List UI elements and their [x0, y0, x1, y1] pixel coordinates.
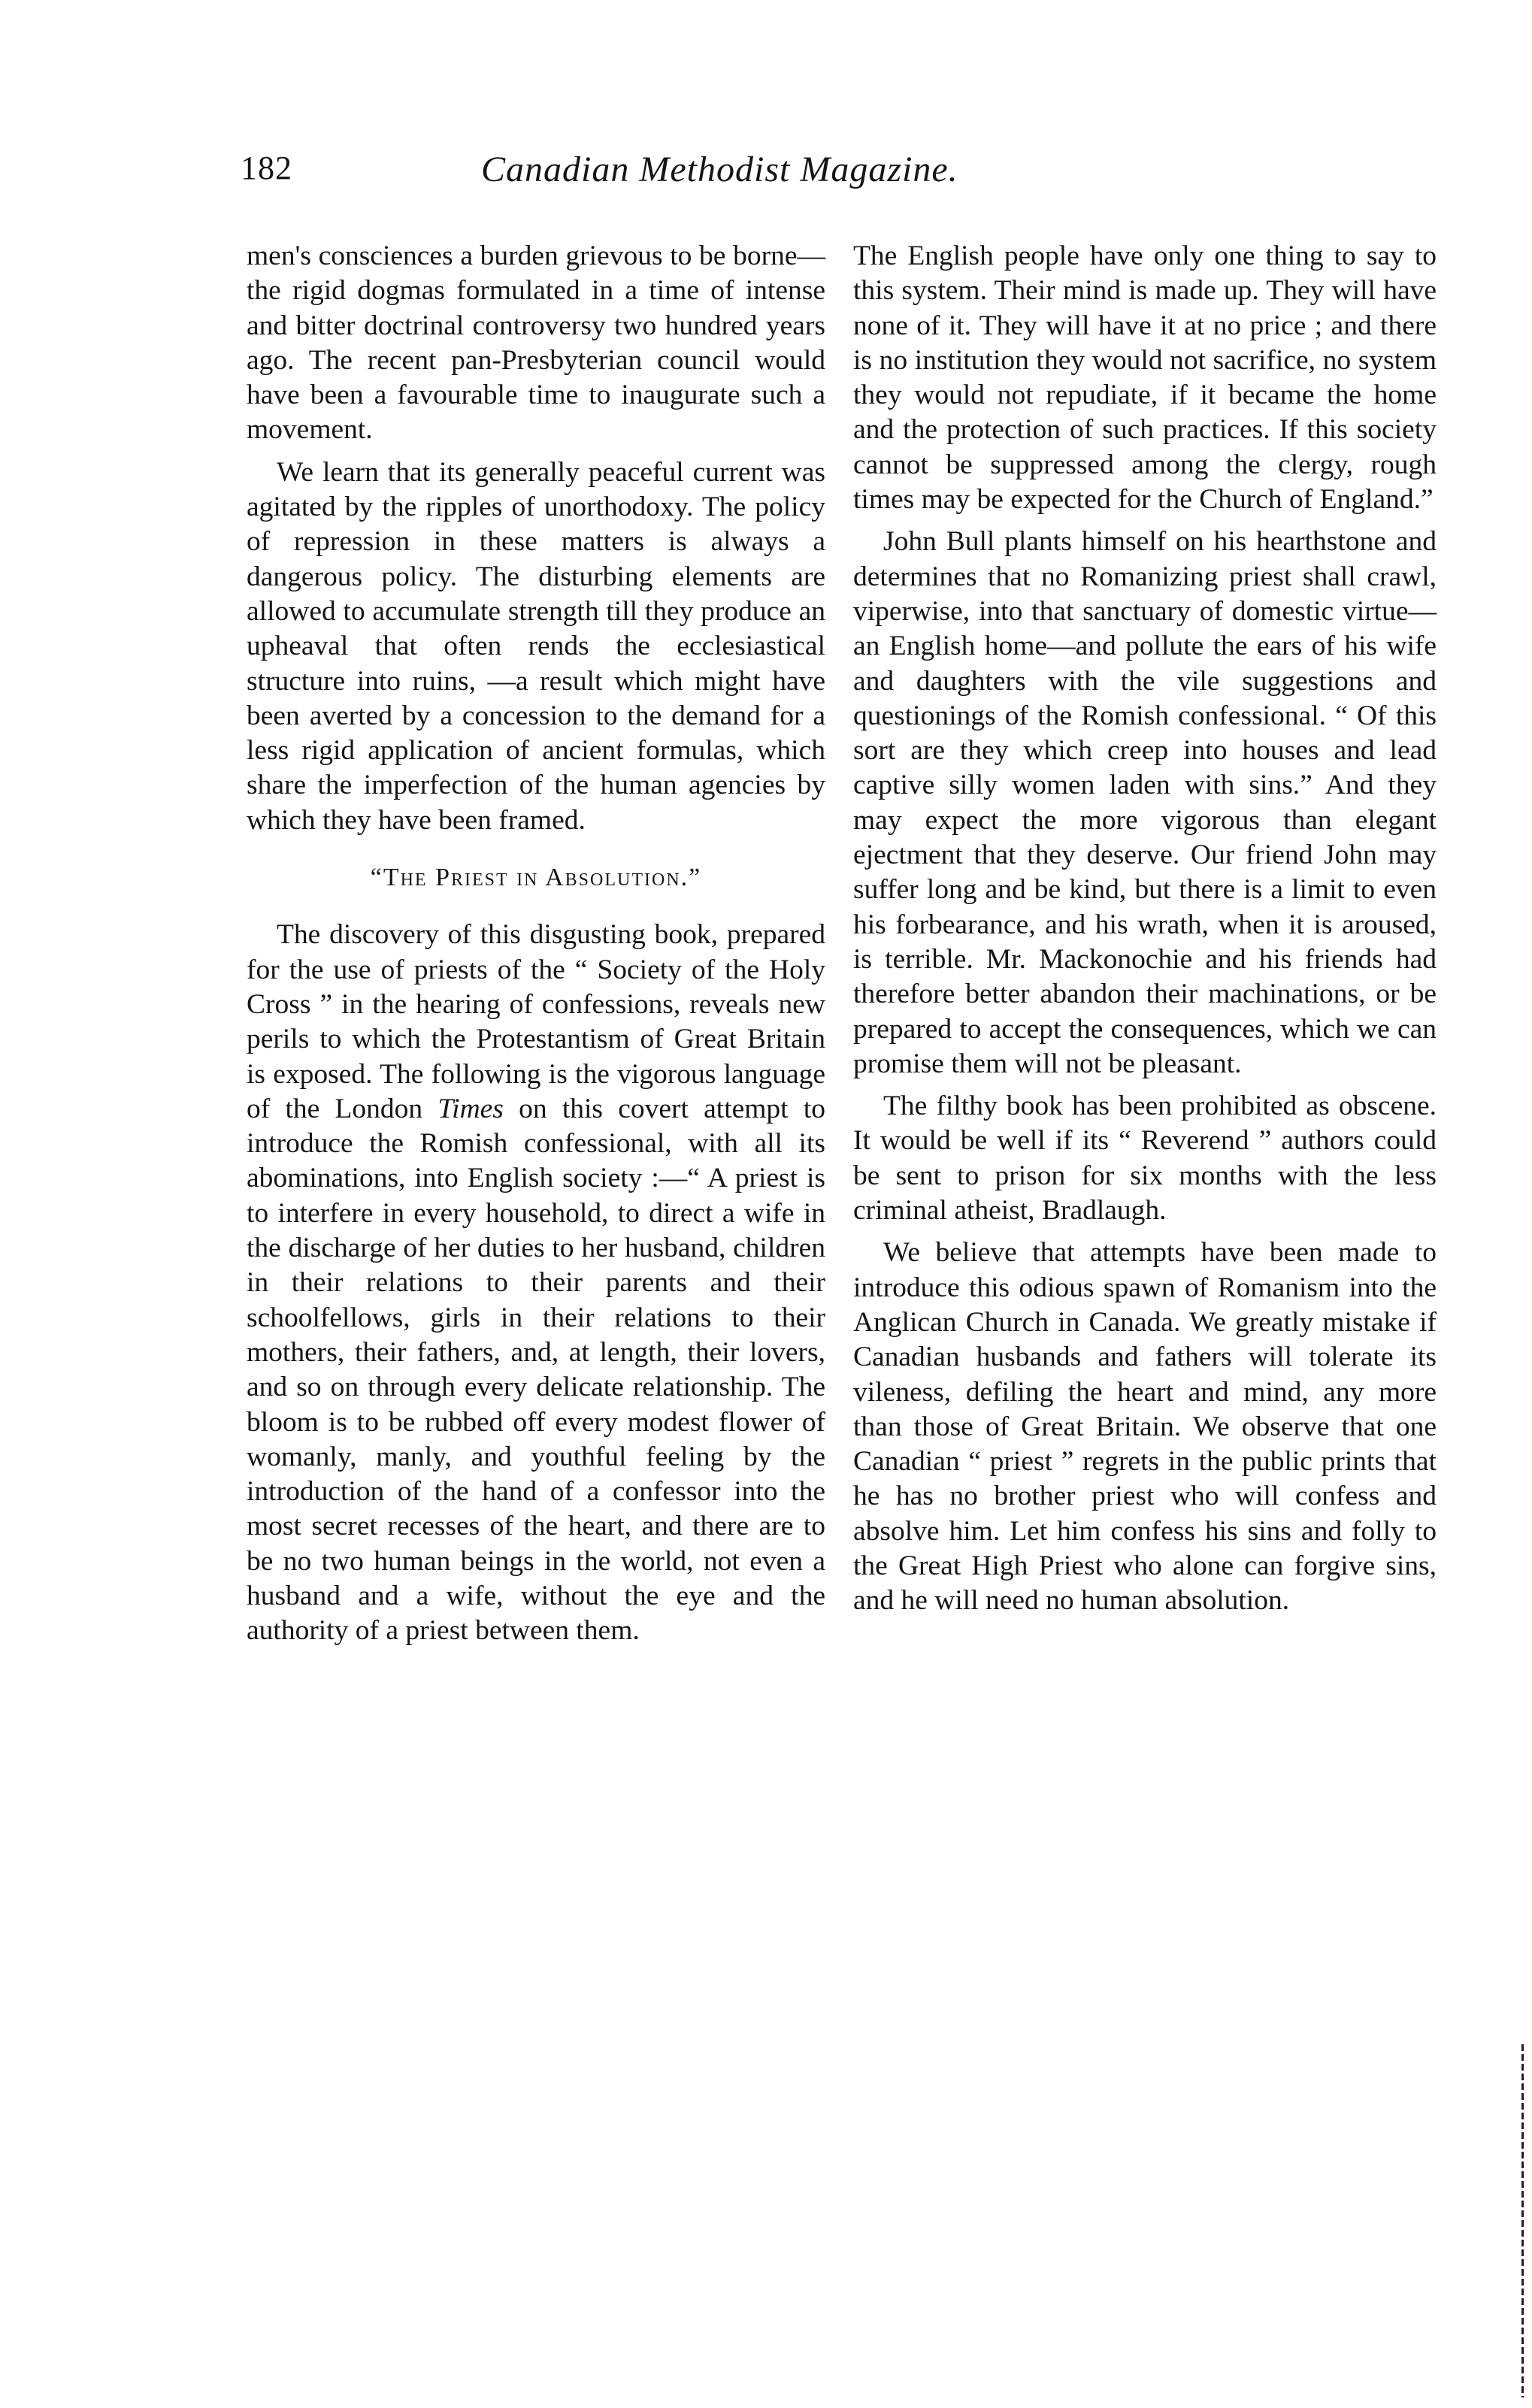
newspaper-title: Times	[437, 1093, 504, 1124]
running-title: Canadian Methodist Magazine.	[481, 150, 958, 189]
page-header	[241, 149, 1173, 209]
paragraph-text: The discovery of this disgusting book, prepared for the use of priests of the “ Society of the Holy Cross ” in the hearing of confessions, reveals new perils to which the Protestantism of Great Britain is exposed. The following is the vigorous language of the London	[247, 919, 825, 1124]
paragraph: The filthy book has been prohibited as obscene. It would be well if its “ Reverend ” authors could be sent to prison for six months with the less criminal atheist, Bradlaugh.	[853, 1091, 1437, 1227]
margin-rule	[1521, 2044, 1524, 2397]
left-column	[247, 239, 825, 1656]
paragraph-text: on this covert attempt to introduce the Romish confessional, with all its abominations, into English society :—“ A priest is to interfere in every household, to direct a wife in the discharge of her duties to her husband, children in their relations to their parents and their schoolfellows, girls in their relations to their mothers, their fathers, and, at length, their lovers, and so on through every delicate relationship. The bloom is to be rubbed off every modest flower of womanly, manly, and youthful feeling by the introduction of the hand of a confessor into the most secret recesses of the heart, and there are to be no two human beings in the world, not even a husband and a wife, without the eye and the authority of a priest between them.	[247, 1093, 825, 1647]
section-heading: “The Priest in Absolution.”	[370, 864, 702, 892]
paragraph: We learn that its generally peaceful current was agitated by the ripples of unorthodoxy. The policy of repression in these matters is always a dangerous policy. The disturbing elements are allowed to accumulate strength till they produce an upheaval that often rends the ecclesiastical structure into ruins, —a result which might have been averted by a concession to the demand for a less rigid application of ancient formulas, which share the imperfection of the human agencies by which they have been framed.	[247, 456, 825, 836]
right-column	[853, 239, 1437, 1626]
paragraph: We believe that attempts have been made to introduce this odious spawn of Romanism into the Anglican Church in Canada. We greatly mistake if Canadian husbands and fathers will tolerate its vileness, defiling the heart and mind, any more than those of Great Britain. We observe that one Canadian “ priest ” regrets in the public prints that he has no brother priest who will confess and absolve him. Let him confess his sins and folly to the Great High Priest who alone can forgive sins, and he will need no human absolution.	[853, 1237, 1437, 1617]
paragraph: men's consciences a burden grievous to be borne—the rigid dogmas formulated in a time of intense and bitter doctrinal controversy two hundred years ago. The recent pan-Presbyterian council would have been a favourable time to inaugurate such a movement.	[247, 240, 825, 446]
page-number: 182	[241, 150, 292, 186]
paragraph: John Bull plants himself on his hearthstone and determines that no Romanizing priest shall crawl, viperwise, into that sanctuary of domestic virtue—an English home—and pollute the ears of his wife and daughters with the vile suggestions and questionings of the Romish confessional. “ Of this sort are they which creep into houses and lead captive silly women laden with sins.” And they may expect the more vigorous than elegant ejectment that they deserve. Our friend John may suffer long and be kind, but there is a limit to even his forbearance, and his wrath, when it is aroused, is terrible. Mr. Mackonochie and his friends had therefore better abandon their machinations, or be prepared to accept the consequences, which we can promise them will not be pleasant.	[853, 526, 1437, 1079]
paragraph: The English people have only one thing to say to this system. Their mind is made up. They will have none of it. They will have it at no price ; and there is no institution they would not sacrifice, no system they would not repudiate, if it became the home and the protection of such practices. If this society cannot be suppressed among the clergy, rough times may be expected for the Church of England.”	[853, 240, 1437, 516]
paragraph	[247, 918, 825, 1648]
